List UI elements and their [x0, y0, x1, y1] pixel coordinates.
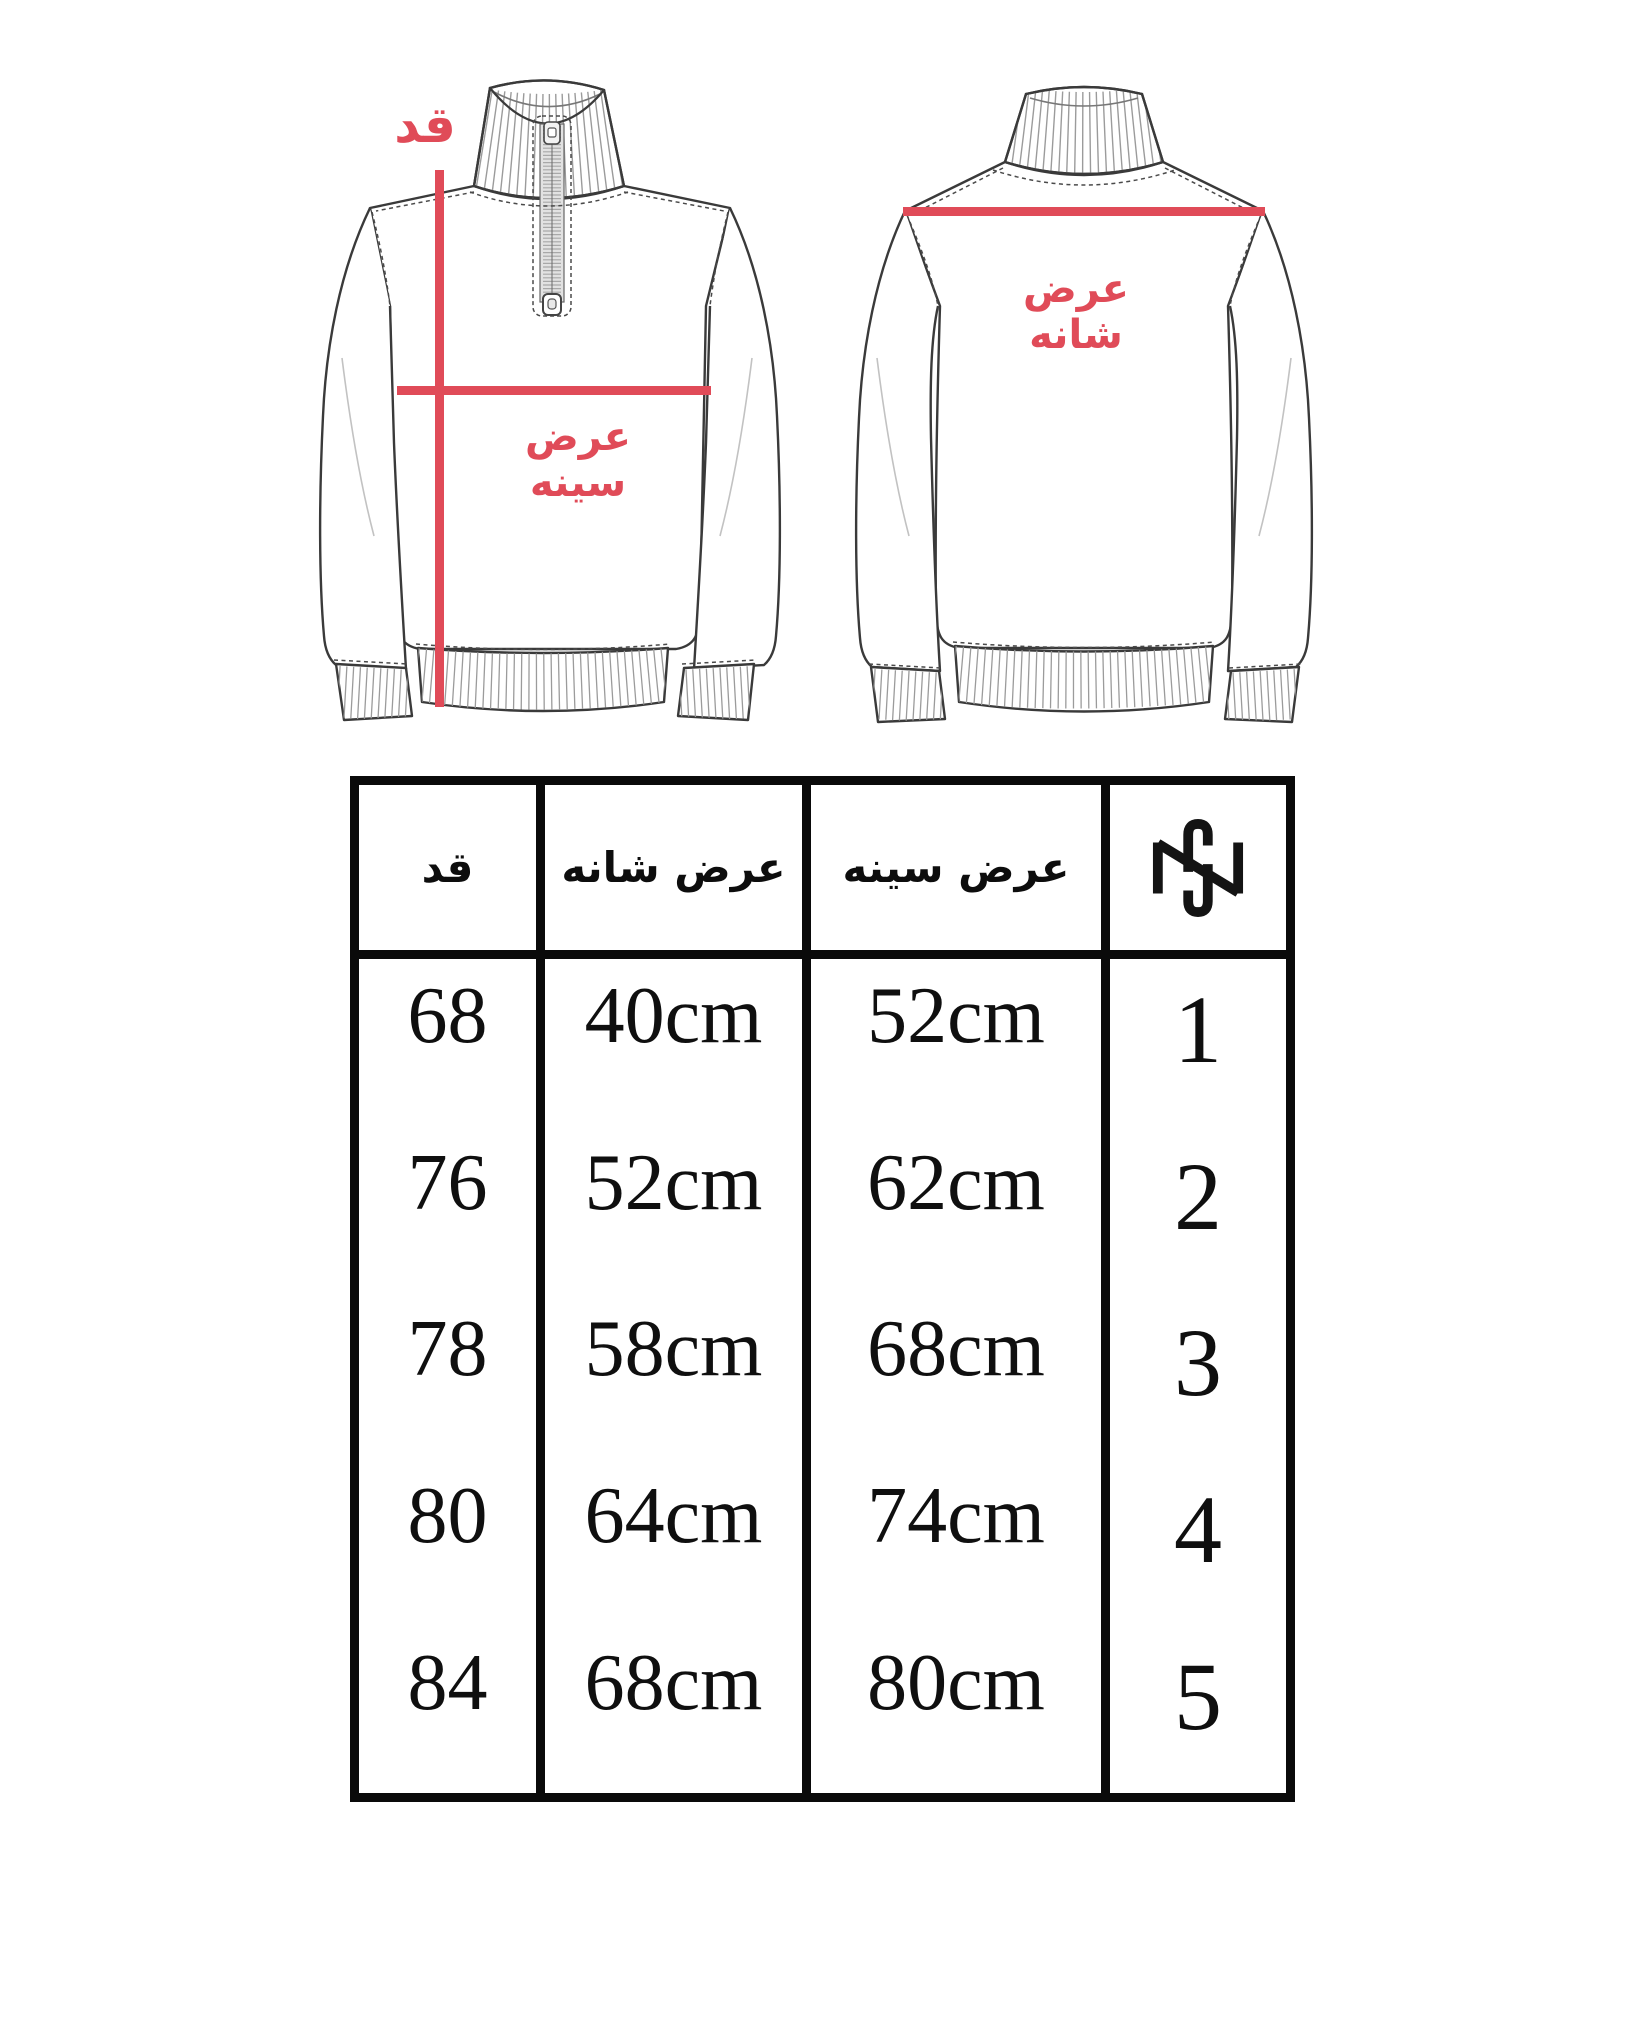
- size-value: 1: [1174, 975, 1222, 1083]
- shoulder-measure-label: عرض شانه: [1022, 266, 1129, 358]
- size-value: 3: [1174, 1309, 1222, 1417]
- length-value: 76: [407, 1138, 488, 1227]
- chest-value: 74cm: [867, 1472, 1045, 1561]
- ns-monogram-logo: [1151, 813, 1245, 923]
- header-shoulder: [545, 785, 811, 950]
- shoulder-value: 40cm: [584, 971, 763, 1060]
- length-value: 84: [407, 1639, 488, 1728]
- chest-value: 68cm: [867, 1305, 1045, 1394]
- column-shoulder: [545, 959, 811, 1793]
- chest-measure-label: عرض سینه: [524, 414, 631, 506]
- length-measure-line: [435, 170, 444, 707]
- size-value: 5: [1174, 1643, 1222, 1751]
- chest-measure-line: [397, 386, 711, 395]
- size-chart-body: [359, 959, 1286, 1793]
- header-shoulder-label: عرض شانه: [561, 843, 786, 892]
- shoulder-value: 58cm: [584, 1305, 763, 1394]
- shoulder-measure-line: [903, 207, 1265, 216]
- header-length: [359, 785, 545, 950]
- shoulder-value: 64cm: [584, 1472, 763, 1561]
- length-measure-label: قد: [394, 96, 456, 154]
- garment-back-drawing: [845, 58, 1325, 726]
- column-length: [359, 959, 545, 1793]
- chest-value: 52cm: [867, 971, 1045, 1060]
- length-value: 80: [407, 1472, 488, 1561]
- size-value: 2: [1174, 1142, 1222, 1250]
- size-chart-table: [350, 776, 1295, 1802]
- header-chest-label: عرض سینه: [842, 843, 1070, 892]
- shoulder-value: 52cm: [584, 1138, 763, 1227]
- chest-value: 80cm: [867, 1639, 1045, 1728]
- length-value: 68: [407, 971, 488, 1060]
- column-chest: [811, 959, 1110, 1793]
- column-size: [1110, 959, 1286, 1793]
- length-value: 78: [407, 1305, 488, 1394]
- header-brand: [1110, 785, 1286, 950]
- header-length-label: قد: [421, 843, 474, 892]
- shoulder-value: 68cm: [584, 1639, 763, 1728]
- header-chest: [811, 785, 1110, 950]
- size-value: 4: [1174, 1476, 1222, 1584]
- chest-value: 62cm: [867, 1138, 1045, 1227]
